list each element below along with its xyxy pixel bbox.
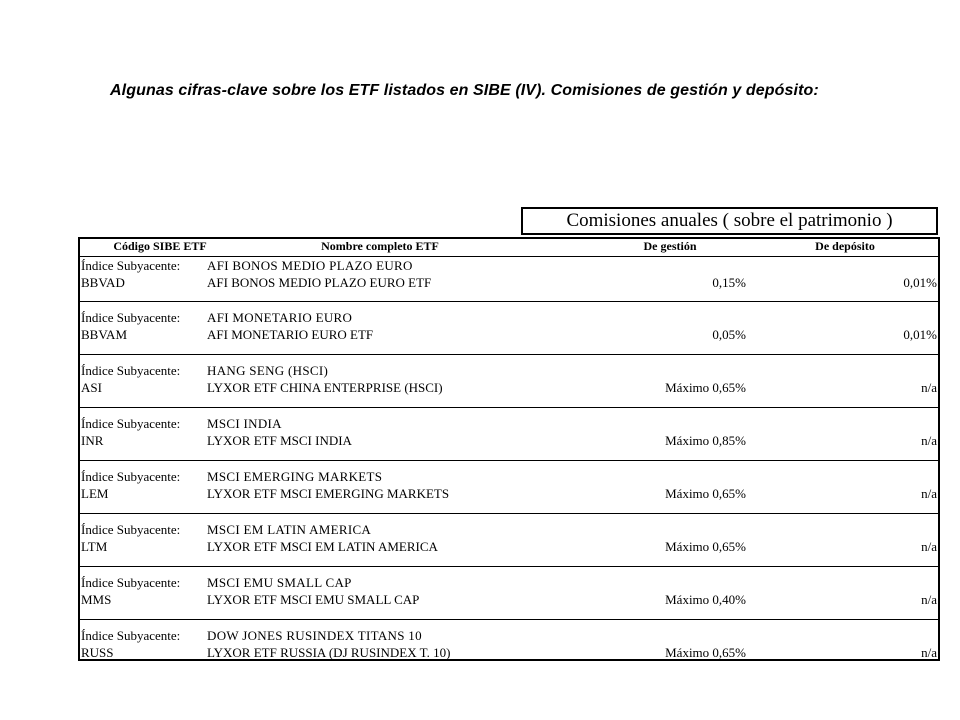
etf-row (80, 538, 938, 556)
etf-row (80, 379, 938, 397)
index-name: MSCI EMU SMALL CAP (207, 575, 352, 590)
group-divider (80, 354, 938, 355)
etf-deposit-fee: n/a (921, 645, 937, 660)
commissions-header: Comisiones anuales ( sobre el patrimonio ) (521, 207, 938, 235)
col-header-mgmt: De gestión (643, 239, 697, 253)
index-row (80, 257, 938, 275)
etf-name: LYXOR ETF MSCI EMU SMALL CAP (207, 592, 420, 607)
etf-mgmt-fee: Máximo 0,65% (665, 486, 746, 501)
index-row (80, 574, 938, 592)
etf-row (80, 591, 938, 609)
page-title: Algunas cifras-clave sobre los ETF listados en SIBE (IV). Comisiones de gestión y depósito: (110, 82, 819, 99)
etf-mgmt-fee: Máximo 0,65% (665, 645, 746, 660)
etf-mgmt-fee: Máximo 0,85% (665, 433, 746, 448)
etf-name: LYXOR ETF MSCI EMERGING MARKETS (207, 486, 450, 501)
index-name: MSCI INDIA (207, 416, 282, 431)
etf-mgmt-fee: Máximo 0,65% (665, 539, 746, 554)
index-row (80, 521, 938, 539)
index-name: MSCI EMERGING MARKETS (207, 469, 383, 484)
index-row (80, 415, 938, 433)
group-divider (80, 407, 938, 408)
index-label: Índice Subyacente: (81, 522, 181, 537)
etf-deposit-fee: n/a (921, 539, 937, 554)
index-row (80, 362, 938, 380)
etf-code: LEM (81, 486, 109, 501)
etf-row (80, 432, 938, 450)
col-header-name: Nombre completo ETF (321, 239, 439, 253)
etf-deposit-fee: n/a (921, 380, 937, 395)
etf-row (80, 644, 938, 662)
etf-name: LYXOR ETF CHINA ENTERPRISE (HSCI) (207, 380, 443, 395)
index-name: MSCI EM LATIN AMERICA (207, 522, 372, 537)
index-label: Índice Subyacente: (81, 258, 181, 273)
etf-row (80, 485, 938, 503)
etf-row (80, 326, 938, 344)
etf-name: LYXOR ETF MSCI INDIA (207, 433, 352, 448)
group-divider (80, 460, 938, 461)
index-label: Índice Subyacente: (81, 628, 181, 643)
index-name: HANG SENG (HSCI) (207, 363, 329, 378)
index-label: Índice Subyacente: (81, 310, 181, 325)
index-label: Índice Subyacente: (81, 363, 181, 378)
index-name: DOW JONES RUSINDEX TITANS 10 (207, 628, 422, 643)
etf-row (80, 274, 938, 292)
etf-code: BBVAD (81, 275, 125, 290)
etf-code: LTM (81, 539, 108, 554)
index-name: AFI BONOS MEDIO PLAZO EURO (207, 258, 413, 273)
etf-name: LYXOR ETF MSCI EM LATIN AMERICA (207, 539, 438, 554)
index-row (80, 627, 938, 645)
etf-deposit-fee: n/a (921, 433, 937, 448)
col-header-code: Código SIBE ETF (113, 239, 207, 253)
etf-deposit-fee: n/a (921, 592, 937, 607)
etf-code: INR (81, 433, 104, 448)
index-name: AFI MONETARIO EURO (207, 310, 353, 325)
etf-name: AFI MONETARIO EURO ETF (207, 327, 374, 342)
etf-name: LYXOR ETF RUSSIA (DJ RUSINDEX T. 10) (207, 645, 451, 660)
etf-deposit-fee: n/a (921, 486, 937, 501)
col-header-deposit: De depósito (815, 239, 875, 253)
etf-mgmt-fee: Máximo 0,40% (665, 592, 746, 607)
etf-code: MMS (81, 592, 112, 607)
index-label: Índice Subyacente: (81, 469, 181, 484)
etf-name: AFI BONOS MEDIO PLAZO EURO ETF (207, 275, 432, 290)
etf-deposit-fee: 0,01% (903, 327, 937, 342)
etf-deposit-fee: 0,01% (903, 275, 937, 290)
etf-commissions-table (78, 237, 940, 661)
etf-code: RUSS (81, 645, 114, 660)
etf-mgmt-fee: 0,05% (712, 327, 746, 342)
group-divider (80, 619, 938, 620)
etf-code: ASI (81, 380, 102, 395)
index-row (80, 309, 938, 327)
group-divider (80, 566, 938, 567)
index-row (80, 468, 938, 486)
index-label: Índice Subyacente: (81, 575, 181, 590)
group-divider (80, 301, 938, 302)
etf-mgmt-fee: Máximo 0,65% (665, 380, 746, 395)
group-divider (80, 513, 938, 514)
etf-code: BBVAM (81, 327, 128, 342)
etf-mgmt-fee: 0,15% (712, 275, 746, 290)
index-label: Índice Subyacente: (81, 416, 181, 431)
